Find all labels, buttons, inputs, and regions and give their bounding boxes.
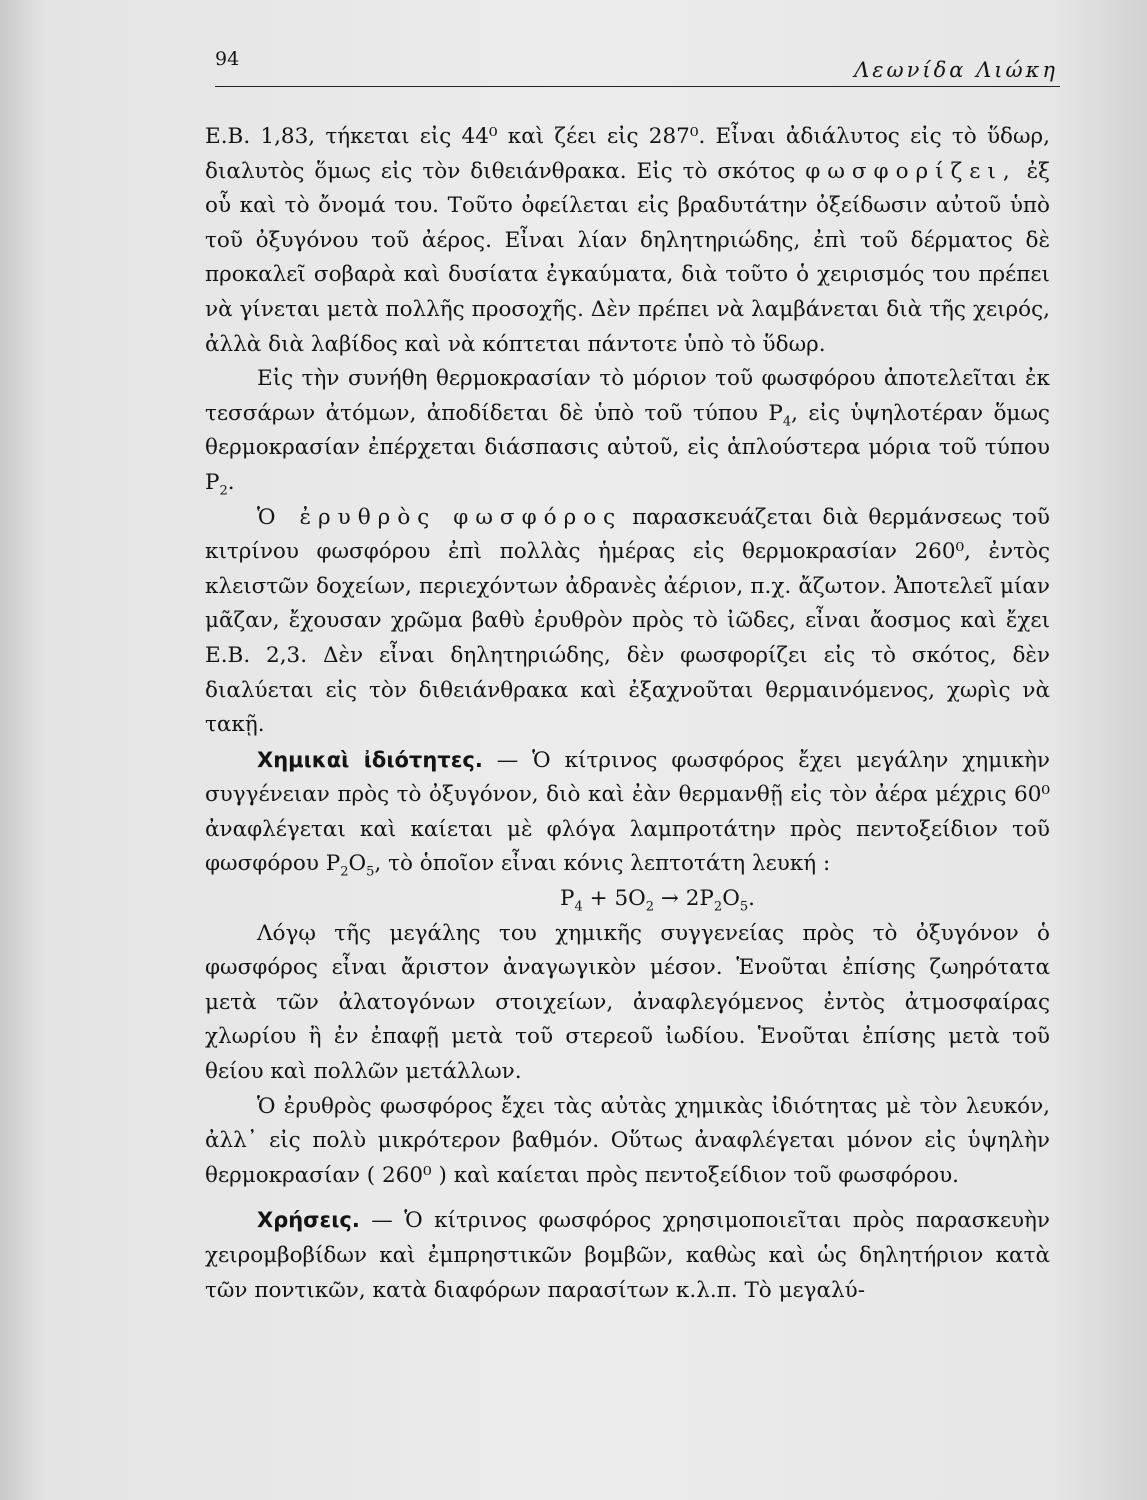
paragraph-red-properties: Ὁ ἐρυθρὸς φωσφόρος ἔχει τὰς αὐτὰς χημικὰς ἰδιότητας μὲ τὸν λευκόν, ἀλλ᾽ εἰς πολὺ μικρότερον βαθμόν. Οὕτως ἀναφλέγεται μόνον εἰς ὑψηλὴν θερμοκρασίαν ( 260⁰ ) καὶ καίεται πρὸς πεντοξείδιον τοῦ φωσφόρου. <box>205 1093 1050 1188</box>
chemical-equation: $P_4 + 5O_2 \to 2P_2O_5$. <box>560 886 755 915</box>
paragraph-reducing-agent: Λόγῳ τῆς μεγάλης του χημικῆς συγγενείας πρὸς τὸ ὀξυγόνον ὁ φωσφόρος εἶναι ἄριστον ἀναγωγικὸν μέσον. Ἑνοῦται ἐπίσης ζωηρότατα μετὰ τῶν ἀλατογόνων στοιχείων, ἀναφλεγόμενος ἐντὸς ἀτμοσφαίρας χλωρίου ἢ ἐν ἐπαφῇ μετὰ τοῦ στερεοῦ ἰωδίου. Ἑνοῦται ἐπίσης μετὰ τοῦ θείου καὶ πολλῶν μετάλλων. <box>205 920 1050 1085</box>
arrow-icon: → <box>654 886 686 912</box>
spaced-emphasis: Ὁ ἐρυθρὸς φωσφόρος <box>257 504 623 530</box>
body-text <box>205 120 1050 1308</box>
section-heading-uses: Χρήσεις. <box>257 1208 360 1233</box>
page-header <box>215 44 1060 87</box>
section-heading-chemical: Χημικαὶ ἰδιότητες. <box>257 747 483 772</box>
paragraph-properties-yellow: Ε.Β. 1,83, τήκεται εἰς 44⁰ καὶ ζέει εἰς 287⁰. Εἶναι ἀδιάλυτος εἰς τὸ ὕδωρ, διαλυτὸς ὅμως εἰς τὸν διθειάνθρακα. Εἰς τὸ σκότος φωσφορίζει, ἐξ οὗ καὶ τὸ ὄνομά του. Τοῦτο ὀφείλεται εἰς βραδυτάτην ὀξείδωσιν αὐτοῦ ὑπὸ τοῦ ὀξυγόνου τοῦ ἀέρος. Εἶναι λίαν δηλητηριώδης, ἐπὶ τοῦ δέρματος δὲ προκαλεῖ σοβαρὰ καὶ δυσίατα ἐγκαύματα, διὰ τοῦτο ὁ χειρισμός του πρέπει νὰ γίνεται μετὰ πολλῆς προσοχῆς. Δὲν πρέπει νὰ λαμβάνεται διὰ τῆς χειρός, ἀλλὰ διὰ λαβίδος καὶ νὰ κόπτεται πάντοτε ὑπὸ τὸ ὕδωρ. <box>205 124 1050 357</box>
paragraph-chemical-properties: Χημικαὶ ἰδιότητες. — Ὁ κίτρινος φωσφόρος ἔχει μεγάλην χημικὴν συγγένειαν πρὸς τὸ ὀξυγόνον, διὸ καὶ ἐὰν θερμανθῇ εἰς τὸν ἀέρα μέχρις 60⁰ ἀναφλέγεται καὶ καίεται μὲ φλόγα λαμπροτάτην πρὸς πεντοξείδιον τοῦ φωσφόρου $P_2O_5$, τὸ ὁποῖον εἶναι κόνις λεπτοτάτη λευκή : <box>205 747 1050 880</box>
paragraph-molecule: Εἰς τὴν συνήθη θερμοκρασίαν τὸ μόριον τοῦ φωσφόρου ἀποτελεῖται ἐκ τεσσάρων ἀτόμων, ἀποδίδεται δὲ ὑπὸ τοῦ τύπου $P_4$, εἰς ὑψηλοτέραν ὅμως θερμοκρασίαν ἐπέρχεται διάσπασις αὐτοῦ, εἰς ἁπλούστερα μόρια τοῦ τύπου $P_2$. <box>205 366 1050 499</box>
paragraph-uses: Χρήσεις. — Ὁ κίτρινος φωσφόρος χρησιμοποιεῖται πρὸς παρασκευὴν χειρομβοβίδων καὶ ἐμπρηστικῶν βομβῶν, καθὼς καὶ ὡς δηλητήριον κατὰ τῶν ποντικῶν, κατὰ διαφόρων παρασίτων κ.λ.π. Τὸ μεγαλύ- <box>205 1208 1050 1303</box>
spaced-emphasis: φωσφορίζει, <box>805 158 1017 184</box>
running-head: Λεωνίδα Λιώκη <box>854 58 1058 82</box>
paragraph-red-phosphorus: Ὁ ἐρυθρὸς φωσφόρος παρασκευάζεται διὰ θερμάνσεως τοῦ κιτρίνου φωσφόρου ἐπὶ πολλὰς ἡμέρας εἰς θερμοκρασίαν 260⁰, ἐντὸς κλειστῶν δοχείων, περιεχόντων ἀδρανὲς ἀέριον, π.χ. ἄζωτον. Ἀποτελεῖ μίαν μᾶζαν, ἔχουσαν χρῶμα βαθὺ ἐρυθρὸν πρὸς τὸ ἰῶδες, εἶναι ἄοσμος καὶ ἔχει Ε.Β. 2,3. Δὲν εἶναι δηλητηριώδης, δὲν φωσφορίζει εἰς τὸ σκότος, δὲν διαλύεται εἰς τὸν διθειάνθρακα καὶ ἐξαχνοῦται θερμαινόμενος, χωρὶς νὰ τακῇ. <box>205 504 1050 738</box>
page-number: 94 <box>215 48 240 70</box>
